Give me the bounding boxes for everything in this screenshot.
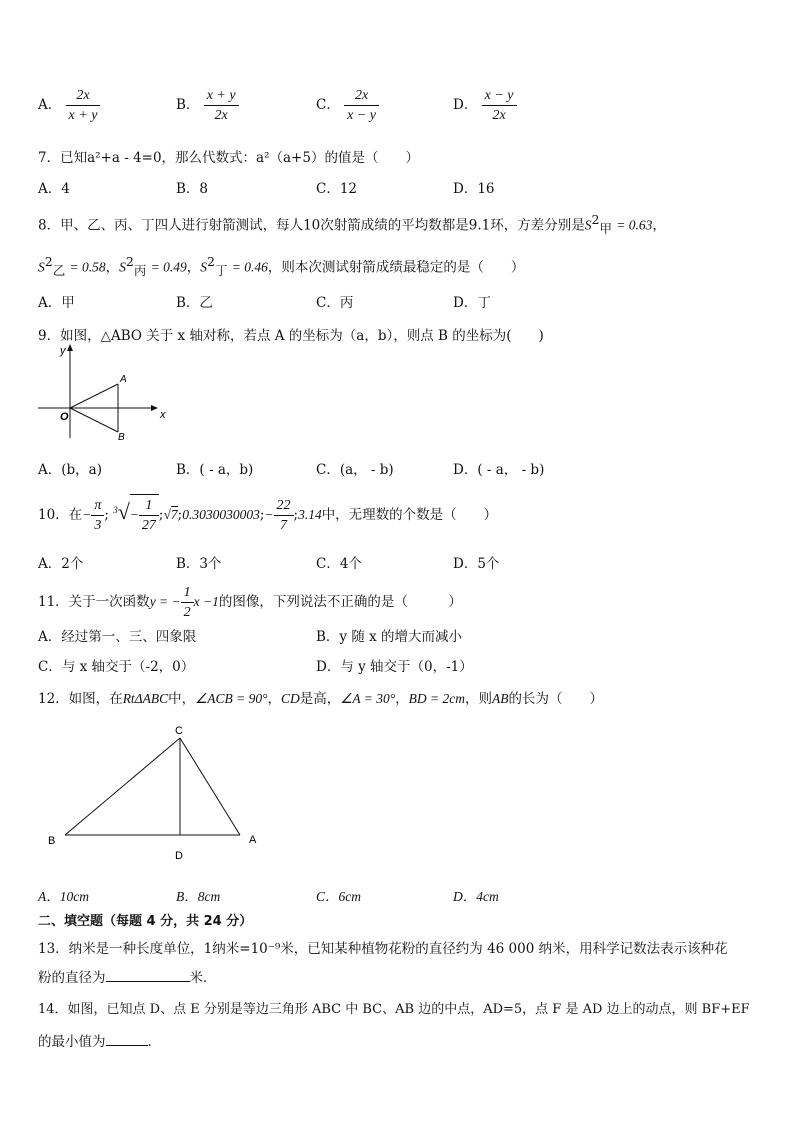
q8-option-b[interactable]: B．乙 — [176, 295, 213, 311]
q10-frac-127: $\frac{1}{27}$ — [139, 496, 159, 535]
q11-frac: $\frac{1}{2}$ — [181, 583, 194, 622]
q12-label-a: A — [249, 834, 257, 846]
q13-line2: 粉的直径为 米． — [38, 970, 217, 986]
q9-label-y: y — [60, 345, 66, 357]
q6-fraction-c: $\frac{2x}{x - y}$ — [344, 86, 379, 125]
q9-label-x: x — [160, 409, 166, 421]
q10-stem: 10．在− $\frac{\pi}{3}$ ; $^3$√− $\frac{1}{27}$ ;√7;0.3030030003;− $\frac{22}{7}$ ;3.14中，无理数的个数是（ ） — [38, 494, 497, 535]
q12-option-b[interactable]: B．8cm — [176, 889, 221, 904]
q8-stem-line1: 8．甲、乙、丙、丁四人进行射箭测试，每人10次射箭成绩的平均数都是9.1环，方差分别是$S^2_甲 = 0.63$， — [38, 212, 666, 237]
q9-figure — [34, 342, 169, 442]
q9-label-o: O — [60, 411, 69, 423]
q9-x-arrow — [151, 405, 158, 411]
q9-stem: 9．如图，△ABO 关于 x 轴对称，若点 A 的坐标为（a，b），则点 B 的坐标为( ) — [38, 328, 544, 344]
q9-segment-ob — [70, 408, 118, 432]
q10-frac-pi: $\frac{\pi}{3}$ — [91, 496, 104, 535]
q9-option-b[interactable]: B．( - a，b) — [176, 462, 254, 478]
q6-fraction-a: $\frac{2x}{x + y}$ — [66, 86, 101, 125]
q8-option-c[interactable]: C．丙 — [316, 295, 354, 311]
q12-option-d[interactable]: D．4cm — [453, 889, 499, 904]
q7-option-a[interactable]: A．4 — [38, 181, 70, 197]
q6-option-c[interactable]: C． $\frac{2x}{x - y}$ — [316, 86, 379, 125]
q11-stem: 11．关于一次函数y = − $\frac{1}{2}$ x −1的图像，下列说法不正确的是（ ） — [38, 585, 462, 620]
q14-answer-blank[interactable] — [106, 1033, 148, 1046]
q12-option-c[interactable]: C．6cm — [316, 889, 361, 904]
q9-label-a: A — [120, 374, 127, 385]
q11-option-c[interactable]: C．与 x 轴交于（-2，0） — [38, 659, 195, 675]
q9-option-a[interactable]: A．(b，a) — [38, 462, 102, 478]
q10-option-c[interactable]: C．4个 — [316, 556, 362, 572]
q10-option-d[interactable]: D．5个 — [453, 556, 500, 572]
q9-segment-oa — [70, 384, 118, 408]
q6-option-b[interactable]: B． $\frac{x + y}{2x}$ — [176, 86, 239, 125]
q6-option-d[interactable]: D． $\frac{x - y}{2x}$ — [453, 86, 517, 125]
q11-option-d[interactable]: D．与 y 轴交于（0，-1） — [316, 659, 473, 675]
q6-option-a[interactable]: A． $\frac{2x}{x + y}$ — [38, 86, 100, 125]
q6-fraction-d: $\frac{x - y}{2x}$ — [482, 86, 517, 125]
q14-line2: 的最小值为 ． — [38, 1034, 161, 1050]
q7-option-c[interactable]: C．12 — [316, 181, 358, 197]
q11-option-b[interactable]: B．y 随 x 的增大而减小 — [316, 629, 463, 645]
q14-line1: 14．如图，已知点 D、点 E 分别是等边三角形 ABC 中 BC、AB 边的中点，AD=5，点 F 是 AD 边上的动点，则 BF+EF — [38, 1002, 750, 1017]
q10-frac-227: $\frac{22}{7}$ — [274, 496, 294, 535]
q12-segment-bc — [65, 738, 180, 835]
q12-label-c: C — [175, 725, 183, 737]
q9-y-arrow — [67, 344, 73, 351]
q10-option-a[interactable]: A．2个 — [38, 556, 84, 572]
q7-option-d[interactable]: D．16 — [453, 181, 495, 197]
q9-option-d[interactable]: D．( - a， - b) — [453, 462, 545, 478]
q13-answer-blank[interactable] — [106, 969, 190, 982]
q12-figure — [40, 720, 270, 868]
q7-option-b[interactable]: B．8 — [176, 181, 209, 197]
q8-option-a[interactable]: A．甲 — [38, 295, 75, 311]
q12-label-b: B — [48, 835, 56, 847]
q12-option-a[interactable]: A．10cm — [38, 889, 89, 904]
q8-option-d[interactable]: D．丁 — [453, 295, 491, 311]
q12-stem: 12．如图，在RtΔABC中，∠ACB = 90°，CD是高，∠A = 30°，BD = 2cm，则AB的长为（ ） — [38, 691, 603, 707]
q9-option-c[interactable]: C．(a， - b) — [316, 462, 394, 478]
q11-option-a[interactable]: A．经过第一、三、四象限 — [38, 629, 197, 645]
q6-fraction-b: $\frac{x + y}{2x}$ — [204, 86, 239, 125]
q10-option-b[interactable]: B．3个 — [176, 556, 222, 572]
q9-label-b: B — [118, 432, 125, 442]
q12-segment-ca — [180, 738, 240, 835]
q8-stem-line2: $S^2_乙 = 0.58$，$S^2_丙 = 0.49$，$S^2_丁 = 0.46$，则本次测试射箭成绩最稳定的是（ ） — [38, 254, 525, 279]
q13-line1: 13．纳米是一种长度单位，1纳米=10⁻⁹米，已知某种植物花粉的直径约为 46 000 纳米，用科学记数法表示该种花 — [38, 941, 728, 957]
q7-stem: 7．已知a²+a - 4=0，那么代数式：a²（a+5）的值是（ ） — [38, 150, 419, 166]
section-heading: 二、填空题（每题 4 分，共 24 分） — [38, 914, 253, 929]
q12-label-d: D — [175, 850, 183, 862]
